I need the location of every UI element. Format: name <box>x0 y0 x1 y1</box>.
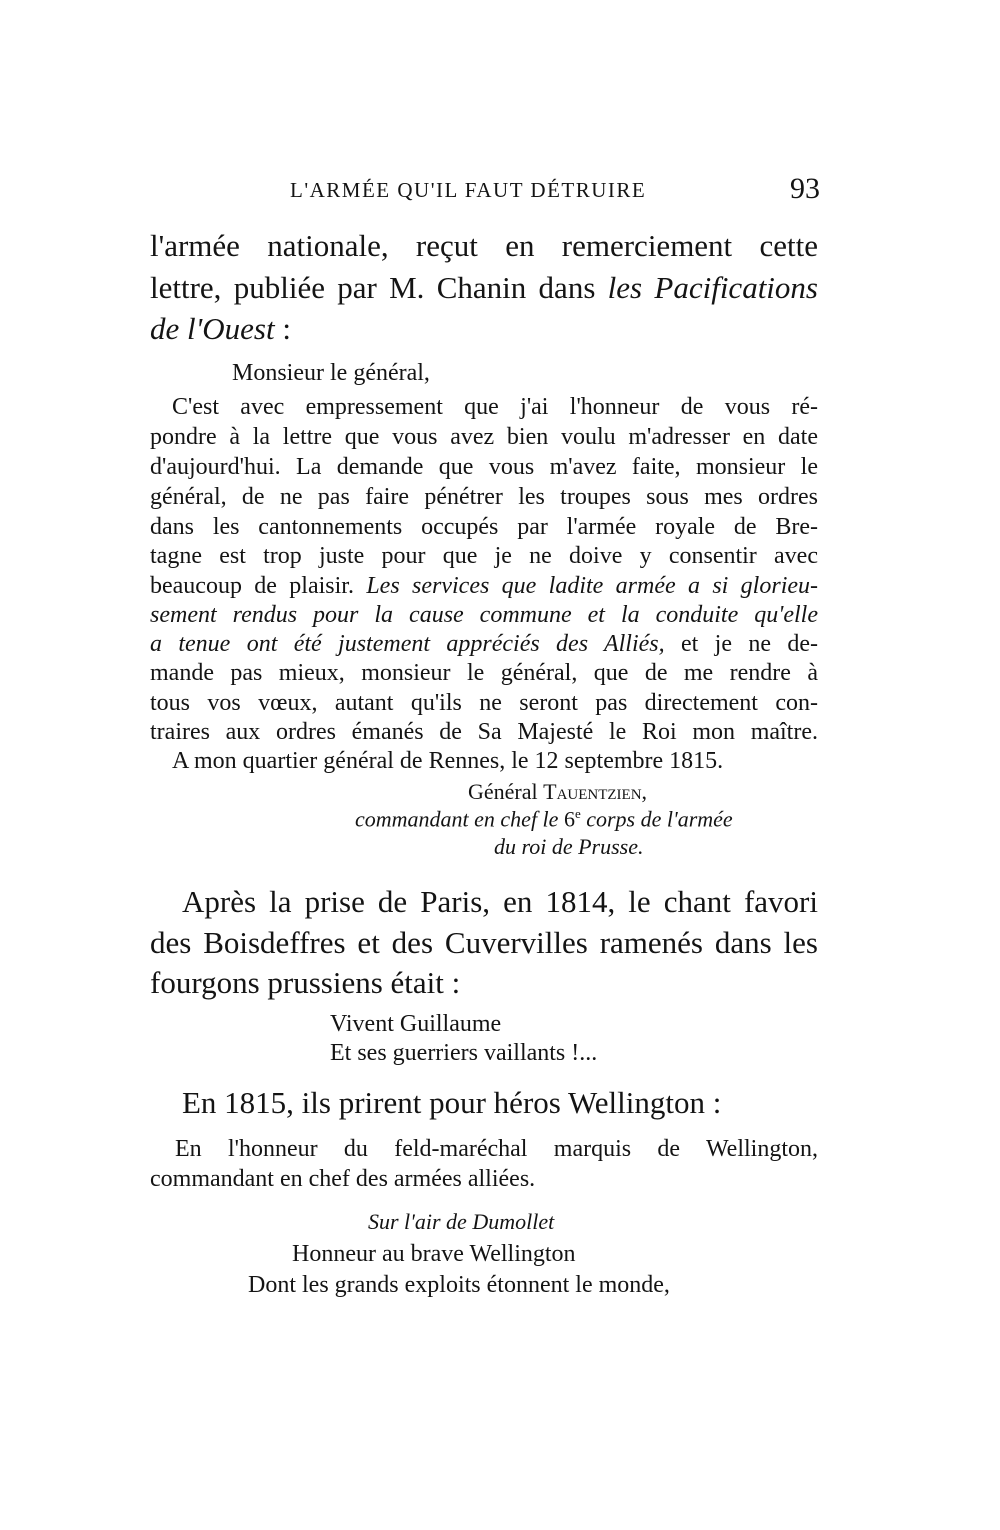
body-line-1: Après la prise de Paris, en 1814, le chant favori <box>182 884 818 919</box>
letter-line-1: C'est avec empressement que j'ai l'honneur de vous ré- <box>172 394 818 420</box>
letter-line-8: sement rendus pour la cause commune et la conduite qu'elle <box>150 602 818 628</box>
page-number: 93 <box>790 172 820 205</box>
song2-line-2: Dont les grands exploits étonnent le monde, <box>248 1272 670 1298</box>
letter-line-12: traires aux ordres émanés de Sa Majesté le Roi mon maître. <box>150 719 818 745</box>
letter-line-4: général, de ne pas faire pénétrer les troupes sous mes ordres <box>150 484 818 510</box>
letter-dateline: A mon quartier général de Rennes, le 12 septembre 1815. <box>172 748 724 774</box>
body-line-3: fourgons prussiens était : <box>150 965 461 1000</box>
letter-line-6: tagne est trop juste pour que je ne doive y consentir avec <box>150 543 818 569</box>
body2-line-1: En 1815, ils prirent pour héros Wellington : <box>182 1085 722 1120</box>
intro-line-3: de l'Ouest : <box>150 311 291 346</box>
song1-line-1: Vivent Guillaume <box>330 1011 502 1037</box>
intro-line-1: l'armée nationale, reçut en remerciement cette <box>150 228 818 263</box>
dedication-line-1: En l'honneur du feld-maréchal marquis de Wellington, <box>175 1136 818 1162</box>
letter-signature: Général Tauentzien, <box>468 779 648 804</box>
letter-line-9: a tenue ont été justement appréciés des Alliés, et je ne de- <box>150 631 818 657</box>
song2-air: Sur l'air de Dumollet <box>368 1209 555 1234</box>
letter-salutation: Monsieur le général, <box>232 360 430 386</box>
signature-title-line-2: du roi de Prusse. <box>494 834 644 859</box>
letter-line-7: beaucoup de plaisir. Les services que ladite armée a si glorieu- <box>150 573 819 599</box>
running-title: L'ARMÉE QU'IL FAUT DÉTRUIRE <box>290 178 647 202</box>
intro-line-2: lettre, publiée par M. Chanin dans les Pacifications <box>150 270 818 305</box>
song1-line-2: Et ses guerriers vaillants !... <box>330 1040 598 1066</box>
song2-line-1: Honneur au brave Wellington <box>292 1241 576 1267</box>
letter-line-3: d'aujourd'hui. La demande que vous m'avez faite, monsieur le <box>150 454 818 480</box>
signature-title-line-1: commandant en chef le 6e corps de l'armée <box>355 806 733 832</box>
letter-line-11: tous vos vœux, autant qu'ils ne seront pas directement con- <box>150 690 818 716</box>
letter-line-2: pondre à la lettre que vous avez bien voulu m'adresser en date <box>150 424 818 450</box>
dedication-line-2: commandant en chef des armées alliées. <box>150 1166 536 1192</box>
body-line-2: des Boisdeffres et des Cuvervilles ramenés dans les <box>150 925 818 960</box>
letter-line-10: mande pas mieux, monsieur le général, que de me rendre à <box>150 660 818 686</box>
letter-line-5: dans les cantonnements occupés par l'armée royale de Bre- <box>150 514 818 540</box>
page-header <box>150 172 820 212</box>
